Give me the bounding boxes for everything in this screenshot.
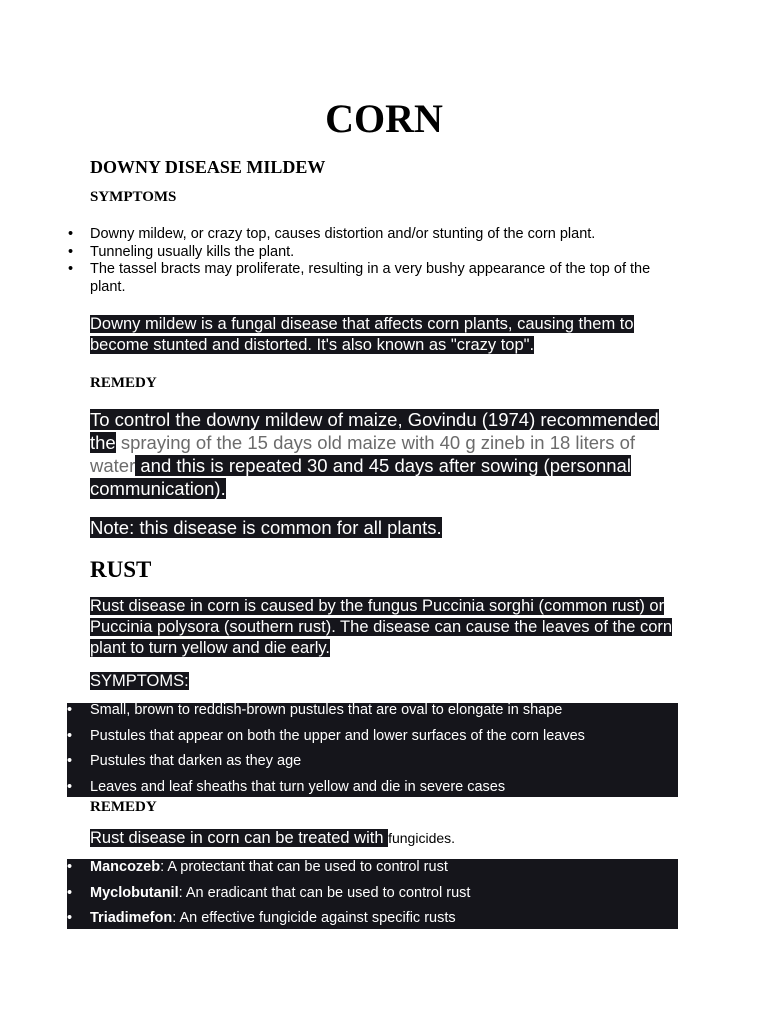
- list-item: • Downy mildew, or crazy top, causes distortion and/or stunting of the corn plant.: [90, 226, 680, 244]
- fungicide-item: • Mancozeb: A protectant that can be used to control rust: [67, 855, 678, 881]
- list-item: • Small, brown to reddish-brown pustules that are oval to elongate in shape: [67, 698, 678, 724]
- page-title: CORN: [325, 96, 443, 141]
- list-item: • Leaves and leaf sheaths that turn yellow and die in severe cases: [67, 775, 678, 801]
- rust-symptoms-block: [67, 703, 678, 797]
- downy-symptoms-list: [90, 226, 680, 296]
- rust-symptoms-heading: SYMPTOMS:: [90, 672, 189, 690]
- downy-heading: DOWNY DISEASE MILDEW: [90, 157, 326, 177]
- list-item: • Tunneling usually kills the plant.: [90, 244, 680, 262]
- downy-symptoms-heading: SYMPTOMS: [90, 189, 177, 205]
- list-item: • Pustules that darken as they age: [67, 749, 678, 775]
- downy-summary: Downy mildew is a fungal disease that affects corn plants, causing them to become stunted and distorted. It's also known as "crazy top".: [90, 315, 634, 354]
- downy-note: Note: this disease is common for all plants.: [90, 517, 442, 538]
- fungicide-item: • Triadimefon: An effective fungicide against specific rusts: [67, 906, 678, 932]
- rust-heading: RUST: [90, 557, 152, 582]
- list-item: • Pustules that appear on both the upper and lower surfaces of the corn leaves: [67, 724, 678, 750]
- downy-remedy-heading: REMEDY: [90, 375, 157, 391]
- rust-remedy-text: Rust disease in corn can be treated with fungicides.: [90, 829, 456, 847]
- downy-remedy-text: To control the downy mildew of maize, Govindu (1974) recommended the spraying of the 15 days old maize with 40 g zineb in 18 liters of water and this is repeated 30 and 45 days after sowing (personnal communication).: [90, 409, 659, 499]
- rust-intro: Rust disease in corn is caused by the fungus Puccinia sorghi (common rust) or Puccinia polysora (southern rust). The disease can cause the leaves of the corn plant to turn yellow and die early.: [90, 597, 673, 657]
- fungicides-block: [67, 859, 678, 929]
- fungicide-item: • Myclobutanil: An eradicant that can be used to control rust: [67, 881, 678, 907]
- list-item: • The tassel bracts may proliferate, resulting in a very bushy appearance of the top of the plant.: [90, 261, 680, 296]
- rust-remedy-heading: REMEDY: [90, 799, 157, 815]
